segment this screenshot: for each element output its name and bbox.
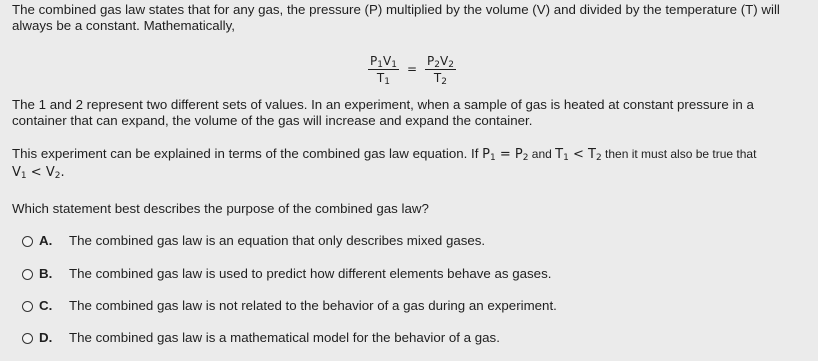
formula-left-fraction	[368, 53, 399, 86]
volume-inequality: $V_1 < V_2$.	[12, 165, 65, 181]
radio-button-d[interactable]	[22, 333, 33, 344]
intro-line-1: The combined gas law states that for any gas, the pressure (P) multiplied by the volume (V) and divided by the temperature (T) will	[12, 2, 780, 17]
radio-button-b[interactable]	[22, 269, 33, 280]
pressure-equality: $P_1 = P_2$	[482, 147, 529, 163]
temperature-inequality: $T_1 < T_2$	[555, 147, 602, 163]
combined-gas-law-formula	[368, 49, 456, 89]
formula-right-fraction	[425, 53, 456, 86]
formula-right-denominator: $T_2$	[433, 70, 447, 87]
formula-right-numerator: $P_2V_2$	[427, 53, 454, 70]
choice-b-text: The combined gas law is used to predict how different elements behave as gases.	[69, 266, 552, 281]
choice-c-letter: C.	[39, 298, 53, 313]
experiment-paragraph	[12, 145, 806, 181]
question-prompt: Which statement best describes the purpose of the combined gas law?	[12, 201, 429, 216]
choice-a[interactable]	[22, 233, 485, 249]
explanation-line-1: The 1 and 2 represent two different sets of values. In an experiment, when a sample of gas is heated at constant pressure in a	[12, 97, 754, 112]
choice-d-letter: D.	[39, 330, 53, 345]
and-word: and	[528, 147, 556, 161]
radio-button-c[interactable]	[22, 301, 33, 312]
intro-paragraph	[12, 2, 806, 34]
choice-c-text: The combined gas law is not related to the behavior of a gas during an experiment.	[69, 298, 557, 313]
intro-line-2: always be a constant. Mathematically,	[12, 18, 235, 33]
formula-equals-sign: =	[406, 62, 417, 76]
experiment-text-end: then it must also be true that	[601, 147, 757, 161]
formula-left-numerator: $P_1V_1$	[370, 53, 397, 70]
choice-b-letter: B.	[39, 266, 53, 281]
explanation-line-2: container that can expand, the volume of the gas will increase and expand the container.	[12, 113, 533, 128]
choice-b[interactable]	[22, 266, 551, 282]
choice-d[interactable]	[22, 330, 500, 346]
experiment-text-start: This experiment can be explained in terms of the combined gas law equation. If	[12, 146, 479, 161]
choice-c[interactable]	[22, 298, 557, 314]
choice-a-text: The combined gas law is an equation that only describes mixed gases.	[69, 233, 486, 248]
formula-left-denominator: $T_1$	[376, 70, 390, 87]
explanation-paragraph	[12, 97, 806, 129]
choice-d-text: The combined gas law is a mathematical model for the behavior of a gas.	[69, 330, 500, 345]
choice-a-letter: A.	[39, 233, 53, 248]
radio-button-a[interactable]	[22, 236, 33, 247]
